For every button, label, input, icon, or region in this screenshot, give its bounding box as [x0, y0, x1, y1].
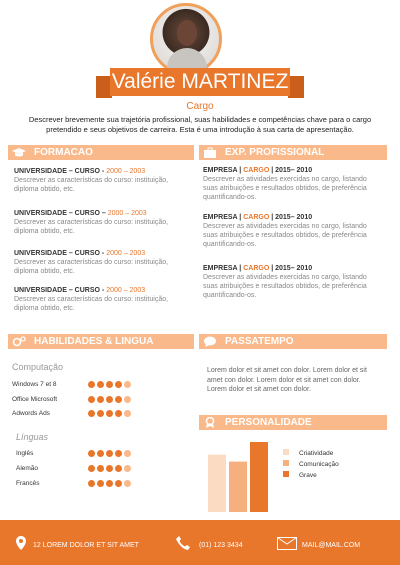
job-title: Cargo: [186, 101, 214, 112]
footer-email: MAIL@MAIL.COM: [302, 542, 361, 549]
education-item: [14, 209, 194, 236]
exp-company: EMPRESA |: [203, 214, 244, 221]
rating-dot: [106, 396, 113, 403]
rating-dot: [97, 396, 104, 403]
exp-company: EMPRESA |: [203, 167, 244, 174]
rating-dot: [106, 410, 113, 417]
edu-desc: Descrever as características do curso: instituição, diploma obtido, etc.: [14, 259, 169, 275]
photo-face: [177, 20, 197, 46]
rating-dot: [124, 381, 131, 388]
rating-dot: [97, 410, 104, 417]
rating-dot: [97, 465, 104, 472]
rating-dot: [124, 396, 131, 403]
edu-desc: Descrever as características do curso: instituição, diploma obtido, etc.: [14, 177, 169, 193]
rating-dot: [97, 450, 104, 457]
skill-rating: [88, 410, 131, 417]
rating-dot: [88, 410, 95, 417]
legend-label: Criatividade: [299, 450, 334, 457]
education-item: [14, 249, 194, 276]
rating-dot: [97, 480, 104, 487]
speech-bubble-icon: [203, 336, 217, 347]
passatempo-text: Lorem dolor et sit amet con dolor. Lorem dolor et sit amet con dolor. Lorem dolor et sit amet con dolor. Lorem dolor et sit amet con dolor.: [207, 367, 367, 393]
section-passatempo-label: PASSATEMPO: [225, 336, 294, 347]
footer: [0, 520, 400, 565]
rating-dot: [106, 465, 113, 472]
education-item: [14, 167, 194, 194]
rating-dot: [106, 450, 113, 457]
briefcase-icon: [203, 147, 217, 158]
rating-dot: [88, 450, 95, 457]
edu-years: 2000 – 2003: [106, 250, 146, 257]
exp-years: | 2015– 2010: [269, 214, 313, 221]
rating-dot: [106, 381, 113, 388]
profile-photo: [150, 3, 222, 75]
graduation-cap-icon: [12, 147, 26, 158]
rating-dot: [115, 450, 122, 457]
section-habilidades-label: HABILIDADES & LINGUA: [34, 336, 154, 347]
rating-dot: [115, 480, 122, 487]
language-rating: [88, 465, 131, 472]
location-pin-icon: [16, 536, 26, 550]
edu-title: UNIVERSIDADE – CURSO -: [14, 287, 107, 294]
rating-dot: [115, 465, 122, 472]
legend-item: [283, 449, 339, 460]
edu-desc: Descrever as características do curso: instituição, diploma obtido, etc.: [14, 219, 169, 235]
skill-rating: [88, 381, 131, 388]
legend-item: [283, 471, 339, 482]
chart-legend: [283, 449, 339, 482]
footer-address: 12 LOREM DOLOR ET SIT AMET: [33, 542, 139, 549]
ribbon-tail-right: [288, 76, 304, 98]
edu-title: UNIVERSIDADE – CURSO -: [14, 250, 107, 257]
language-name: Francês: [16, 480, 40, 487]
section-habilidades: [8, 334, 194, 349]
rating-dot: [124, 480, 131, 487]
rating-dot: [124, 450, 131, 457]
legend-swatch: [283, 460, 289, 466]
personality-chart: [200, 436, 280, 514]
exp-desc: Descrever as atividades exercidas no cargo, listando suas atribuições e resultados obtidos, de preferência quantificando-os.: [203, 176, 367, 201]
legend-label: Comunicação: [299, 461, 339, 468]
first-name: Valérie: [111, 70, 182, 93]
gears-icon: [12, 336, 26, 347]
language-name: Inglês: [16, 450, 34, 457]
skill-rating: [88, 396, 131, 403]
footer-phone: (01) 123 3434: [199, 542, 243, 549]
edu-title: UNIVERSIDADE – CURSO -: [14, 168, 107, 175]
rating-dot: [97, 381, 104, 388]
exp-cargo: CARGO: [243, 167, 270, 174]
chart-bar-grave: [250, 442, 268, 512]
language-name: Alemão: [16, 465, 39, 472]
rating-dot: [88, 465, 95, 472]
rating-dot: [124, 410, 131, 417]
edu-years: 2000 – 2003: [106, 287, 146, 294]
language-rating: [88, 480, 131, 487]
experience-item: [203, 264, 383, 300]
name-banner: [110, 68, 290, 96]
exp-desc: Descrever as atividades exercidas no cargo, listando suas atribuições e resultados obtidos, de preferência quantificando-os.: [203, 223, 367, 248]
edu-desc: Descrever as características do curso: instituição, diploma obtido, etc.: [14, 296, 169, 312]
rating-dot: [115, 381, 122, 388]
exp-years: | 2015– 2010: [269, 167, 313, 174]
chart-bar-comunicação: [229, 462, 247, 512]
exp-desc: Descrever as atividades exercidas no cargo, listando suas atribuições e resultados obtidos, de preferência quantificando-os.: [203, 274, 367, 299]
intro-text: Descrever brevemente sua trajetória profissional, suas habilidades e competências chave para o cargo pretendido e seus objetivos de carreira. Esta é uma introdução à sua carta de apresentação.: [28, 115, 372, 134]
linguas-label: Línguas: [16, 432, 49, 442]
name-ribbon: [96, 68, 304, 100]
exp-cargo: CARGO: [243, 214, 270, 221]
experience-item: [203, 213, 383, 249]
rating-dot: [115, 410, 122, 417]
skill-name: Windows 7 et 8: [12, 381, 57, 388]
legend-swatch: [283, 449, 289, 455]
section-exp: [199, 145, 387, 160]
edu-title: UNIVERSIDADE – CURSO –: [14, 210, 108, 217]
legend-label: Grave: [299, 472, 317, 479]
section-personalidade-label: PERSONALIDADE: [225, 417, 312, 428]
skill-name: Office Microsoft: [12, 396, 58, 403]
section-formacao: [8, 145, 194, 160]
education-item: [14, 286, 194, 313]
rating-dot: [88, 381, 95, 388]
email-envelope-icon: [277, 537, 297, 550]
section-passatempo: [199, 334, 387, 349]
language-rating: [88, 450, 131, 457]
edu-years: 2000 – 2003: [107, 210, 147, 217]
edu-years: 2000 – 2003: [106, 168, 146, 175]
section-personalidade: [199, 415, 387, 430]
last-name: MARTINEZ: [181, 70, 289, 93]
computacao-label: Computação: [12, 362, 64, 372]
exp-cargo: CARGO: [243, 265, 270, 272]
exp-years: | 2015– 2010: [269, 265, 313, 272]
award-ribbon-icon: [203, 417, 217, 428]
rating-dot: [88, 396, 95, 403]
skill-name: Adwords Ads: [12, 410, 50, 417]
section-exp-label: EXP. PROFISSIONAL: [225, 147, 325, 158]
rating-dot: [88, 480, 95, 487]
exp-company: EMPRESA |: [203, 265, 244, 272]
experience-item: [203, 166, 383, 202]
rating-dot: [106, 480, 113, 487]
chart-bar-criatividade: [208, 455, 226, 512]
legend-swatch: [283, 471, 289, 477]
legend-item: [283, 460, 339, 471]
section-formacao-label: FORMACAO: [34, 147, 93, 158]
rating-dot: [115, 396, 122, 403]
phone-icon: [176, 536, 190, 550]
rating-dot: [124, 465, 131, 472]
